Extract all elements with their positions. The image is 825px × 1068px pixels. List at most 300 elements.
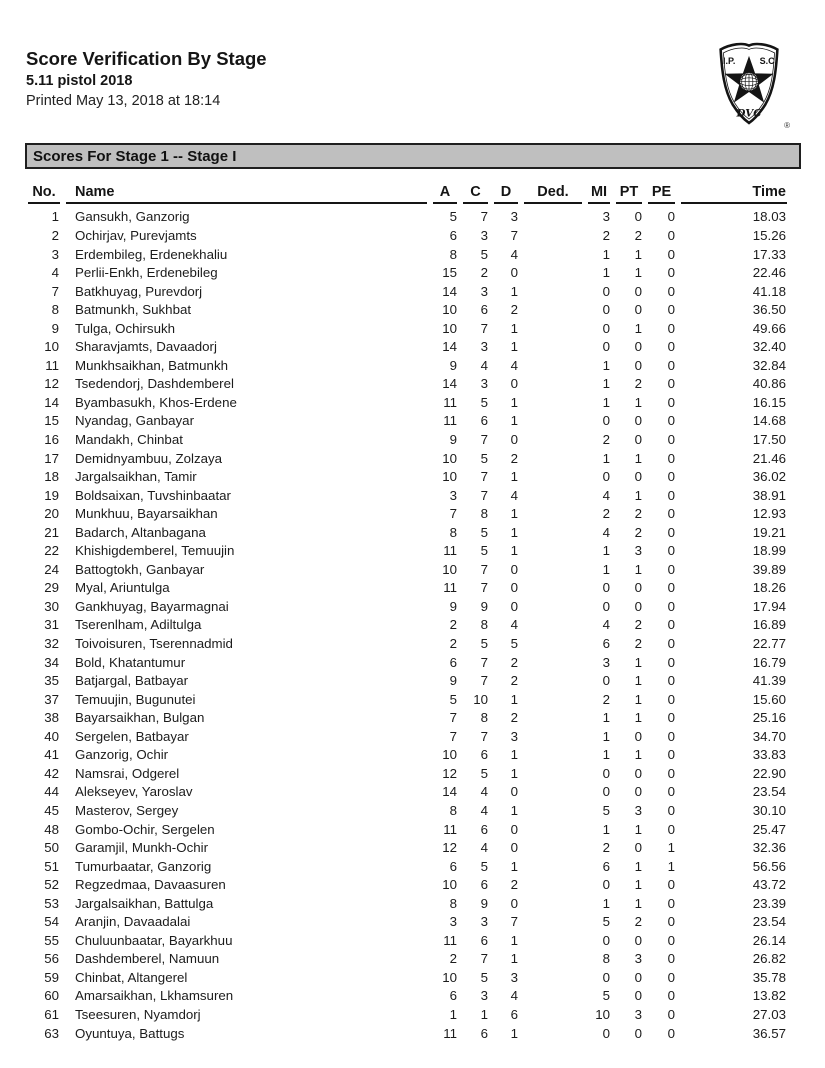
- cell-c-hits: 7: [480, 469, 488, 485]
- cell-name: Regzedmaa, Davaasuren: [75, 877, 226, 893]
- cell-name: Battogtokh, Ganbayar: [75, 561, 205, 577]
- cell-pe: 0: [667, 432, 675, 448]
- scores-table: [25, 175, 790, 1043]
- cell-a-hits: 10: [442, 302, 457, 318]
- cell-time: 12.93: [752, 506, 786, 522]
- cell-time: 22.46: [752, 265, 786, 281]
- cell-pt: 2: [634, 376, 642, 392]
- cell-miss: 6: [602, 858, 610, 874]
- score-row: [25, 320, 790, 339]
- cell-d-hits: 4: [510, 617, 518, 633]
- cell-no: 18: [44, 469, 59, 485]
- cell-time: 32.40: [752, 339, 786, 355]
- cell-name: Alekseyev, Yaroslav: [75, 784, 193, 800]
- cell-miss: 0: [602, 673, 610, 689]
- cell-pt: 1: [634, 673, 642, 689]
- cell-a-hits: 12: [442, 765, 457, 781]
- cell-d-hits: 1: [510, 802, 518, 818]
- cell-c-hits: 3: [480, 283, 488, 299]
- cell-pe: 0: [667, 302, 675, 318]
- cell-c-hits: 5: [480, 246, 488, 262]
- cell-d-hits: 4: [510, 487, 518, 503]
- cell-deduction: [521, 672, 585, 691]
- cell-a-hits: 10: [442, 469, 457, 485]
- cell-deduction: [521, 246, 585, 265]
- cell-pt: 0: [634, 598, 642, 614]
- cell-a-hits: 11: [443, 1025, 457, 1041]
- cell-a-hits: 15: [442, 265, 457, 281]
- cell-miss: 1: [602, 895, 610, 911]
- score-row: [25, 616, 790, 635]
- cell-a-hits: 8: [449, 895, 457, 911]
- cell-no: 41: [44, 747, 59, 763]
- ipsc-logo: [714, 40, 790, 130]
- cell-miss: 1: [602, 728, 610, 744]
- cell-time: 18.03: [752, 209, 786, 225]
- cell-a-hits: 6: [449, 858, 457, 874]
- cell-miss: 0: [602, 469, 610, 485]
- cell-no: 15: [44, 413, 59, 429]
- cell-name: Tsedendorj, Dashdemberel: [75, 376, 234, 392]
- cell-name: Tseesuren, Nyamdorj: [75, 1006, 201, 1022]
- cell-c-hits: 7: [480, 432, 488, 448]
- cell-deduction: [521, 487, 585, 506]
- cell-pe: 0: [667, 524, 675, 540]
- cell-pe: 0: [667, 691, 675, 707]
- cell-pt: 1: [634, 320, 642, 336]
- cell-d-hits: 0: [510, 598, 518, 614]
- cell-no: 8: [51, 302, 59, 318]
- cell-deduction: [521, 204, 585, 227]
- cell-d-hits: 1: [510, 524, 518, 540]
- cell-c-hits: 7: [480, 951, 488, 967]
- cell-time: 23.39: [752, 895, 786, 911]
- cell-no: 21: [44, 524, 59, 540]
- cell-no: 52: [44, 877, 59, 893]
- report-header: [26, 49, 267, 109]
- cell-pt: 1: [634, 747, 642, 763]
- cell-d-hits: 0: [510, 784, 518, 800]
- cell-no: 3: [51, 246, 59, 262]
- cell-a-hits: 11: [443, 413, 457, 429]
- cell-deduction: [521, 616, 585, 635]
- score-row: [25, 204, 790, 227]
- col-header-d: D: [491, 175, 521, 204]
- cell-miss: 5: [602, 914, 610, 930]
- cell-c-hits: 7: [480, 654, 488, 670]
- cell-time: 40.86: [752, 376, 786, 392]
- cell-time: 38.91: [752, 487, 786, 503]
- cell-a-hits: 10: [442, 877, 457, 893]
- cell-time: 22.77: [752, 636, 786, 652]
- cell-d-hits: 3: [510, 728, 518, 744]
- cell-c-hits: 7: [480, 487, 488, 503]
- cell-pe: 0: [667, 673, 675, 689]
- cell-deduction: [521, 969, 585, 988]
- cell-name: Mandakh, Chinbat: [75, 432, 183, 448]
- cell-deduction: [521, 691, 585, 710]
- cell-d-hits: 1: [510, 1025, 518, 1041]
- cell-miss: 0: [602, 969, 610, 985]
- cell-a-hits: 11: [443, 821, 457, 837]
- cell-c-hits: 7: [480, 209, 488, 225]
- cell-c-hits: 7: [480, 561, 488, 577]
- cell-no: 24: [44, 561, 59, 577]
- cell-time: 26.14: [752, 932, 786, 948]
- cell-pt: 0: [634, 969, 642, 985]
- cell-d-hits: 2: [510, 654, 518, 670]
- cell-no: 4: [51, 265, 59, 281]
- cell-d-hits: 2: [510, 877, 518, 893]
- cell-miss: 2: [602, 432, 610, 448]
- cell-pe: 0: [667, 320, 675, 336]
- cell-name: Namsrai, Odgerel: [75, 765, 180, 781]
- cell-name: Masterov, Sergey: [75, 802, 179, 818]
- col-header-pt: PT: [613, 175, 645, 204]
- cell-name: Jargalsaikhan, Tamir: [75, 469, 197, 485]
- cell-time: 49.66: [752, 320, 786, 336]
- cell-deduction: [521, 357, 585, 376]
- cell-name: Bayarsaikhan, Bulgan: [75, 710, 205, 726]
- cell-pe: 0: [667, 209, 675, 225]
- cell-d-hits: 0: [510, 840, 518, 856]
- cell-c-hits: 5: [480, 969, 488, 985]
- cell-name: Tumurbaatar, Ganzorig: [75, 858, 212, 874]
- cell-miss: 3: [602, 209, 610, 225]
- score-row: [25, 728, 790, 747]
- cell-time: 25.47: [752, 821, 786, 837]
- cell-no: 1: [51, 209, 59, 225]
- cell-a-hits: 8: [449, 246, 457, 262]
- cell-deduction: [521, 783, 585, 802]
- cell-miss: 8: [602, 951, 610, 967]
- score-row: [25, 264, 790, 283]
- cell-no: 61: [44, 1006, 59, 1022]
- score-row: [25, 932, 790, 951]
- cell-c-hits: 6: [480, 932, 488, 948]
- cell-c-hits: 3: [480, 376, 488, 392]
- cell-pe: 1: [667, 858, 675, 874]
- cell-deduction: [521, 283, 585, 302]
- cell-miss: 1: [602, 543, 610, 559]
- cell-pt: 2: [634, 636, 642, 652]
- cell-d-hits: 3: [510, 209, 518, 225]
- cell-name: Nyandag, Ganbayar: [75, 413, 195, 429]
- cell-time: 18.99: [752, 543, 786, 559]
- score-row: [25, 802, 790, 821]
- score-row: [25, 283, 790, 302]
- cell-deduction: [521, 412, 585, 431]
- cell-time: 35.78: [752, 969, 786, 985]
- cell-c-hits: 5: [480, 765, 488, 781]
- cell-pt: 2: [634, 617, 642, 633]
- cell-miss: 4: [602, 524, 610, 540]
- cell-c-hits: 7: [480, 728, 488, 744]
- cell-miss: 1: [602, 357, 610, 373]
- cell-miss: 0: [602, 932, 610, 948]
- cell-name: Badarch, Altanbagana: [75, 524, 206, 540]
- cell-c-hits: 3: [480, 914, 488, 930]
- cell-pe: 0: [667, 654, 675, 670]
- cell-time: 41.18: [752, 283, 786, 299]
- cell-time: 43.72: [752, 877, 786, 893]
- cell-miss: 3: [602, 654, 610, 670]
- cell-no: 7: [51, 283, 59, 299]
- cell-a-hits: 2: [449, 951, 457, 967]
- cell-name: Temuujin, Bugunutei: [75, 691, 196, 707]
- cell-no: 19: [44, 487, 59, 503]
- cell-time: 15.26: [752, 228, 786, 243]
- cell-no: 60: [44, 988, 59, 1004]
- cell-deduction: [521, 1006, 585, 1025]
- cell-c-hits: 4: [480, 357, 488, 373]
- score-row: [25, 246, 790, 265]
- page-title: Score Verification By Stage: [26, 48, 267, 69]
- cell-c-hits: 8: [480, 710, 488, 726]
- cell-a-hits: 11: [443, 394, 457, 410]
- cell-c-hits: 3: [480, 228, 488, 243]
- col-header-name: Name: [63, 175, 430, 204]
- cell-a-hits: 7: [449, 506, 457, 522]
- cell-name: Ganzorig, Ochir: [75, 747, 169, 763]
- cell-deduction: [521, 375, 585, 394]
- score-row: [25, 691, 790, 710]
- cell-d-hits: 0: [510, 376, 518, 392]
- stage-section-label: Scores For Stage 1 -- Stage I: [33, 147, 237, 165]
- cell-a-hits: 10: [442, 747, 457, 763]
- cell-d-hits: 1: [510, 320, 518, 336]
- cell-d-hits: 1: [510, 283, 518, 299]
- cell-pe: 0: [667, 246, 675, 262]
- cell-pe: 0: [667, 265, 675, 281]
- cell-deduction: [521, 394, 585, 413]
- cell-no: 55: [44, 932, 59, 948]
- cell-c-hits: 5: [480, 524, 488, 540]
- cell-no: 54: [44, 914, 59, 930]
- cell-name: Toivoisuren, Tserennadmid: [75, 636, 233, 652]
- cell-deduction: [521, 561, 585, 580]
- cell-time: 16.79: [752, 654, 786, 670]
- cell-miss: 10: [595, 1006, 610, 1022]
- cell-d-hits: 7: [510, 228, 518, 243]
- cell-d-hits: 0: [510, 432, 518, 448]
- cell-name: Myal, Ariuntulga: [75, 580, 170, 596]
- cell-c-hits: 5: [480, 858, 488, 874]
- cell-d-hits: 1: [510, 413, 518, 429]
- cell-deduction: [521, 450, 585, 469]
- cell-pt: 0: [634, 209, 642, 225]
- cell-no: 32: [44, 636, 59, 652]
- cell-c-hits: 5: [480, 543, 488, 559]
- cell-miss: 2: [602, 840, 610, 856]
- cell-pe: 0: [667, 228, 675, 243]
- cell-name: Amarsaikhan, Lkhamsuren: [75, 988, 234, 1004]
- cell-pt: 0: [634, 728, 642, 744]
- cell-pt: 1: [634, 858, 642, 874]
- cell-a-hits: 7: [449, 728, 457, 744]
- cell-time: 17.94: [752, 598, 786, 614]
- cell-miss: 0: [602, 580, 610, 596]
- cell-d-hits: 0: [510, 265, 518, 281]
- cell-no: 12: [44, 376, 59, 392]
- cell-name: Sharavjamts, Davaadorj: [75, 339, 217, 355]
- cell-deduction: [521, 728, 585, 747]
- logo-text-sc: S.C.: [759, 56, 778, 67]
- cell-deduction: [521, 895, 585, 914]
- col-header-pe: PE: [645, 175, 678, 204]
- cell-d-hits: 1: [510, 858, 518, 874]
- cell-d-hits: 2: [510, 450, 518, 466]
- cell-deduction: [521, 542, 585, 561]
- score-row: [25, 412, 790, 431]
- cell-miss: 2: [602, 506, 610, 522]
- cell-c-hits: 6: [480, 877, 488, 893]
- cell-c-hits: 1: [480, 1006, 488, 1022]
- cell-c-hits: 4: [480, 840, 488, 856]
- cell-c-hits: 4: [480, 784, 488, 800]
- cell-deduction: [521, 320, 585, 339]
- cell-pt: 0: [634, 432, 642, 448]
- cell-miss: 1: [602, 710, 610, 726]
- cell-c-hits: 6: [480, 821, 488, 837]
- score-row: [25, 1025, 790, 1044]
- cell-a-hits: 14: [442, 339, 457, 355]
- cell-pt: 1: [634, 877, 642, 893]
- cell-no: 63: [44, 1025, 59, 1041]
- cell-pt: 1: [634, 895, 642, 911]
- cell-pe: 0: [667, 765, 675, 781]
- cell-pt: 1: [634, 246, 642, 262]
- cell-name: Khishigdemberel, Temuujin: [75, 543, 235, 559]
- cell-c-hits: 5: [480, 450, 488, 466]
- cell-no: 40: [44, 728, 59, 744]
- cell-deduction: [521, 635, 585, 654]
- cell-pt: 2: [634, 524, 642, 540]
- cell-pe: 0: [667, 802, 675, 818]
- cell-name: Gombo-Ochir, Sergelen: [75, 821, 215, 837]
- cell-no: 44: [44, 784, 59, 800]
- cell-pt: 1: [634, 710, 642, 726]
- cell-no: 2: [51, 228, 59, 243]
- cell-no: 50: [44, 840, 59, 856]
- col-header-mi: MI: [585, 175, 613, 204]
- cell-d-hits: 5: [510, 636, 518, 652]
- cell-d-hits: 6: [510, 1006, 518, 1022]
- cell-no: 17: [44, 450, 59, 466]
- cell-c-hits: 6: [480, 1025, 488, 1041]
- cell-pt: 3: [634, 1006, 642, 1022]
- cell-pt: 0: [634, 932, 642, 948]
- cell-miss: 4: [602, 617, 610, 633]
- cell-miss: 0: [602, 320, 610, 336]
- cell-no: 11: [45, 357, 59, 373]
- cell-pe: 0: [667, 821, 675, 837]
- score-row: [25, 969, 790, 988]
- cell-no: 14: [44, 394, 59, 410]
- ipsc-shield-icon: [714, 40, 784, 126]
- cell-time: 32.36: [752, 840, 786, 856]
- cell-a-hits: 11: [443, 932, 457, 948]
- cell-time: 30.10: [752, 802, 786, 818]
- cell-a-hits: 11: [443, 580, 457, 596]
- cell-pt: 0: [634, 339, 642, 355]
- score-row: [25, 505, 790, 524]
- cell-deduction: [521, 264, 585, 283]
- cell-d-hits: 4: [510, 246, 518, 262]
- cell-c-hits: 9: [480, 895, 488, 911]
- cell-c-hits: 8: [480, 506, 488, 522]
- cell-name: Tserenlham, Adiltulga: [75, 617, 202, 633]
- cell-miss: 5: [602, 988, 610, 1004]
- cell-pe: 0: [667, 283, 675, 299]
- cell-no: 35: [44, 673, 59, 689]
- cell-deduction: [521, 876, 585, 895]
- cell-deduction: [521, 858, 585, 877]
- cell-time: 39.89: [752, 561, 786, 577]
- cell-d-hits: 1: [510, 932, 518, 948]
- cell-deduction: [521, 654, 585, 673]
- score-row: [25, 468, 790, 487]
- cell-name: Batjargal, Batbayar: [75, 673, 189, 689]
- cell-deduction: [521, 950, 585, 969]
- cell-no: 22: [44, 543, 59, 559]
- cell-pe: 0: [667, 469, 675, 485]
- stage-section-bar: [25, 143, 801, 169]
- cell-name: Batkhuyag, Purevdorj: [75, 283, 203, 299]
- cell-miss: 0: [602, 1025, 610, 1041]
- score-row: [25, 913, 790, 932]
- logo-text-ip: I.P.: [723, 56, 736, 67]
- cell-a-hits: 6: [449, 654, 457, 670]
- cell-c-hits: 9: [480, 598, 488, 614]
- cell-c-hits: 5: [480, 394, 488, 410]
- score-row: [25, 987, 790, 1006]
- cell-pt: 1: [634, 821, 642, 837]
- cell-pt: 1: [634, 654, 642, 670]
- cell-pe: 0: [667, 561, 675, 577]
- cell-d-hits: 0: [510, 580, 518, 596]
- cell-pe: 0: [667, 710, 675, 726]
- cell-pe: 1: [667, 840, 675, 856]
- col-header-time: Time: [678, 175, 790, 204]
- cell-c-hits: 3: [480, 339, 488, 355]
- cell-no: 42: [44, 765, 59, 781]
- cell-c-hits: 10: [473, 691, 488, 707]
- cell-no: 29: [44, 580, 59, 596]
- cell-pt: 2: [634, 506, 642, 522]
- cell-deduction: [521, 821, 585, 840]
- cell-name: Munkhuu, Bayarsaikhan: [75, 506, 218, 522]
- cell-miss: 1: [602, 265, 610, 281]
- cell-pt: 1: [634, 394, 642, 410]
- cell-a-hits: 14: [442, 376, 457, 392]
- registered-trademark-icon: ®: [784, 121, 790, 130]
- cell-deduction: [521, 598, 585, 617]
- cell-a-hits: 10: [442, 450, 457, 466]
- cell-name: Jargalsaikhan, Battulga: [75, 895, 214, 911]
- cell-name: Dashdemberel, Namuun: [75, 951, 220, 967]
- cell-deduction: [521, 468, 585, 487]
- cell-deduction: [521, 709, 585, 728]
- cell-deduction: [521, 301, 585, 320]
- score-row: [25, 301, 790, 320]
- cell-miss: 0: [602, 413, 610, 429]
- cell-name: Aranjin, Davaadalai: [75, 914, 191, 930]
- cell-pe: 0: [667, 914, 675, 930]
- cell-pt: 3: [634, 951, 642, 967]
- cell-name: Bold, Khatantumur: [75, 654, 186, 670]
- score-row: [25, 487, 790, 506]
